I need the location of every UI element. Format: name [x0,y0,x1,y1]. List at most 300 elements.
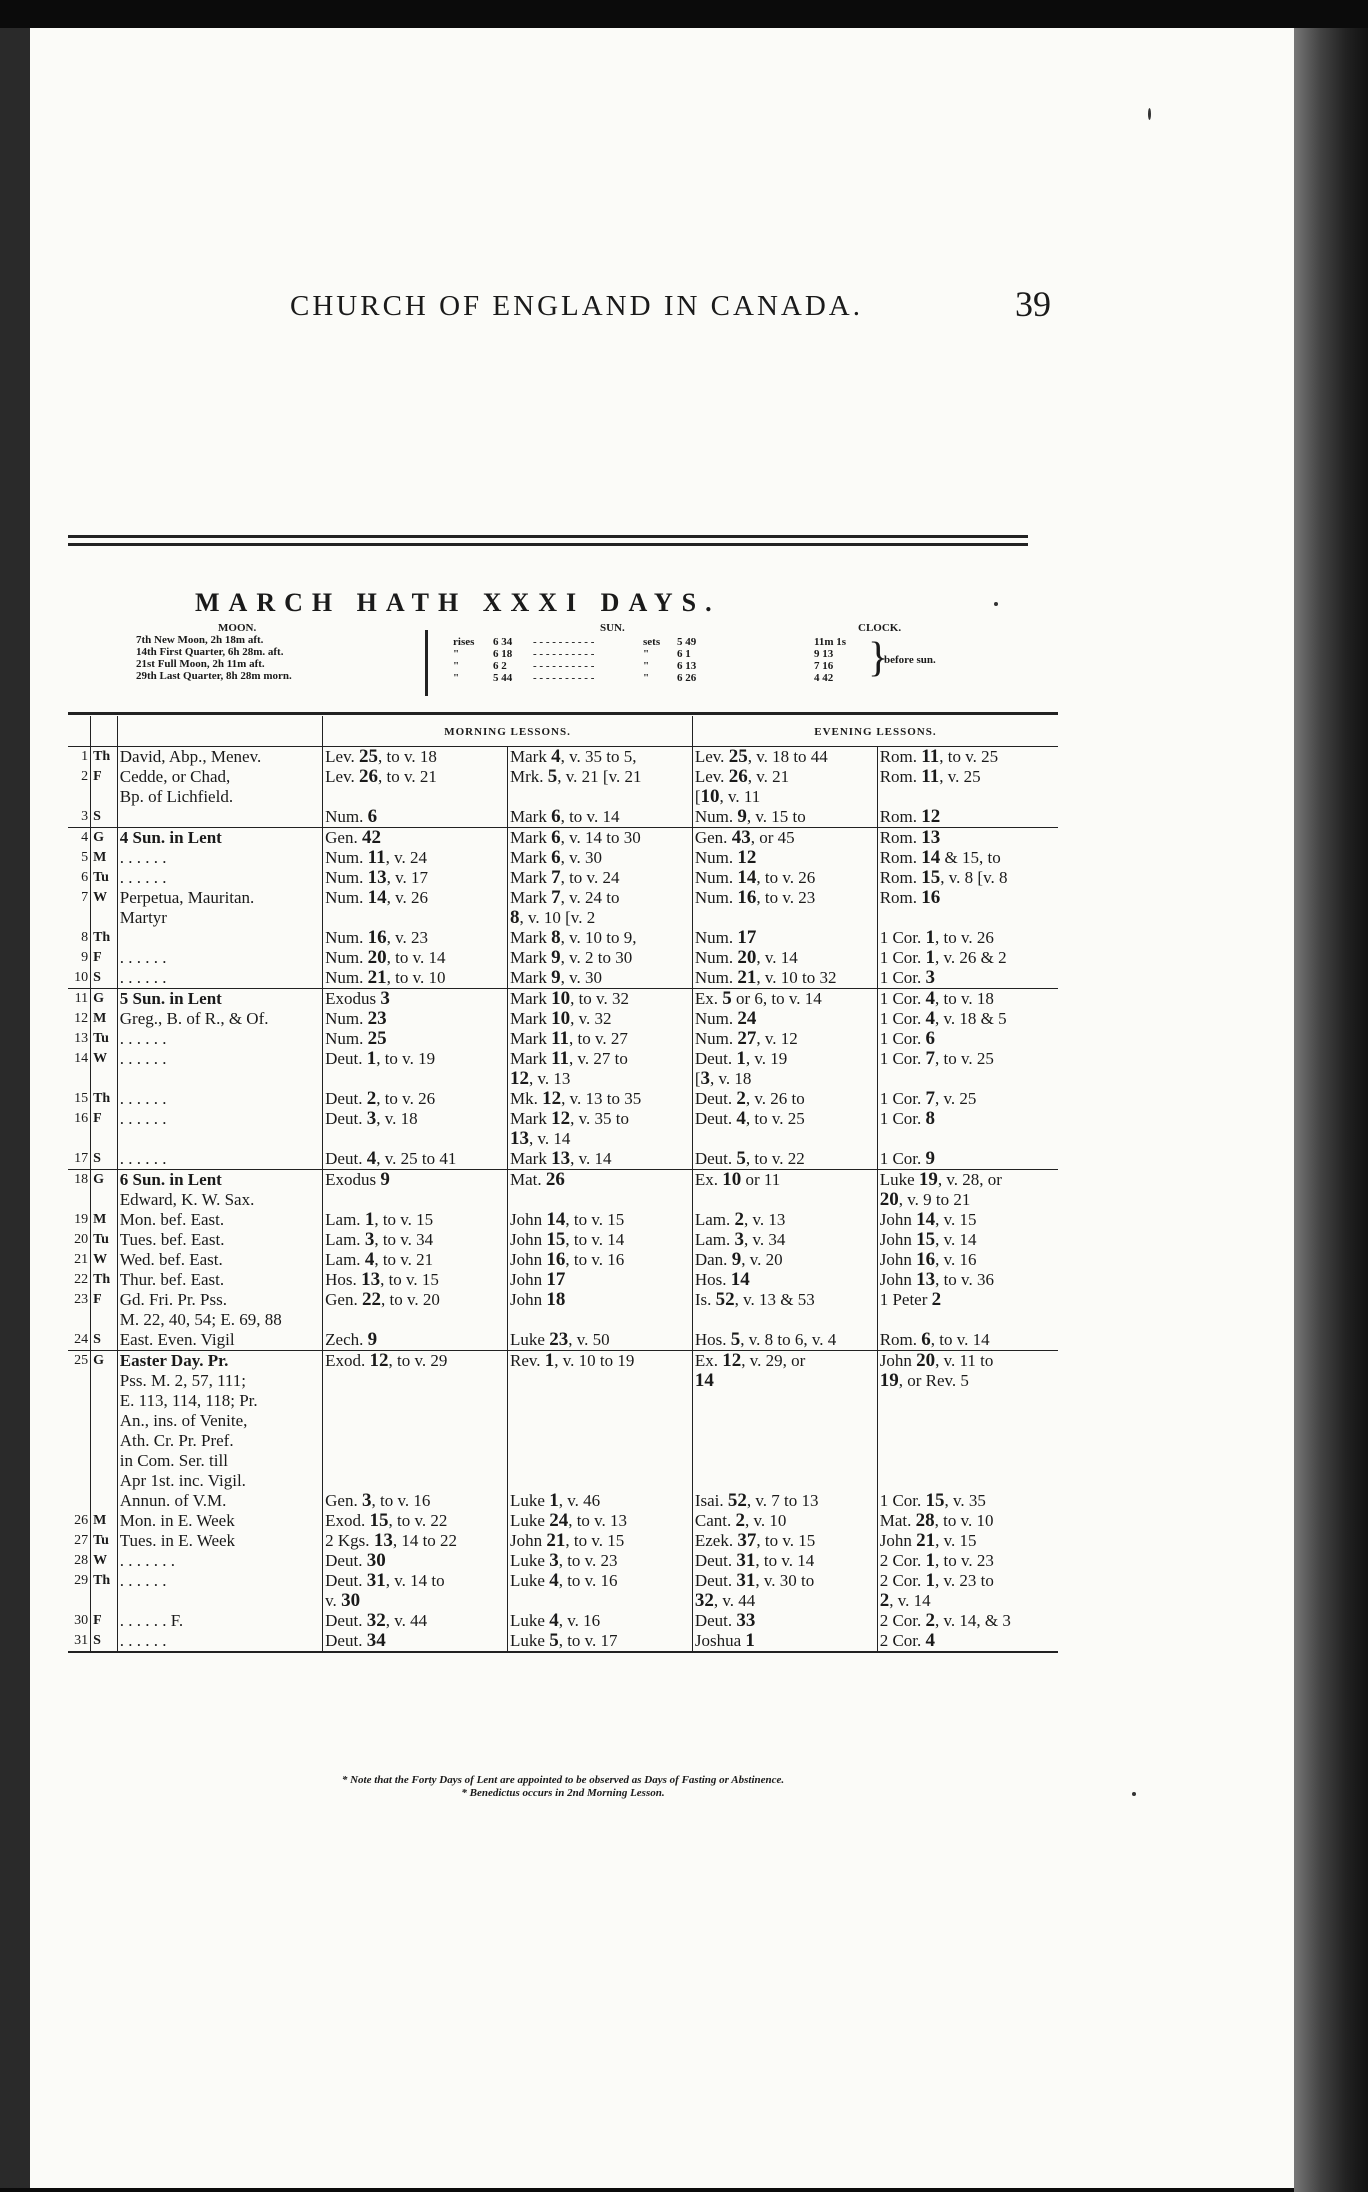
evening-first-lesson: Deut. 31, to v. 14 [692,1551,877,1571]
evening-second-lesson: 1 Cor. 4, v. 18 & 5 [877,1009,1058,1029]
morning-first-lesson: Num. 21, to v. 10 [323,968,508,989]
evening-second-lesson [877,1310,1058,1330]
weekday [91,1491,118,1511]
table-row [68,908,1058,928]
weekday: Th [91,928,118,948]
evening-first-lesson: Joshua 1 [692,1631,877,1652]
morning-first-lesson: Deut. 31, v. 14 to [323,1571,508,1591]
table-row [68,1451,1058,1471]
feast-name: M. 22, 40, 54; E. 69, 88 [117,1310,322,1330]
morning-second-lesson [508,1591,693,1611]
evening-first-lesson [692,1431,877,1451]
day-number [68,1431,91,1451]
day-number: 24 [74,1332,89,1347]
weekday: Tu [91,1029,118,1049]
feast-name: Annun. of V.M. [117,1491,322,1511]
footnotes [68,1774,1058,1800]
table-row [68,1351,1058,1372]
morning-second-lesson: John 17 [508,1270,693,1290]
feast-name: Apr 1st. inc. Vigil. [117,1471,322,1491]
weekday: F [91,948,118,968]
morning-second-lesson: John 16, to v. 16 [508,1250,693,1270]
day-number: 18 [68,1170,91,1191]
morning-second-lesson: Mark 9, v. 2 to 30 [508,948,693,968]
feast-name: 4 Sun. in Lent [117,828,322,849]
evening-second-lesson: 2 Cor. 4 [877,1631,1058,1652]
day-number: 2 [81,769,89,784]
morning-second-lesson: 8, v. 10 [v. 2 [508,908,693,928]
feast-name: . . . . . . [117,1109,322,1129]
day-number: 9 [81,950,89,965]
morning-lessons-header: MORNING LESSONS. [323,716,693,747]
weekday [91,1129,118,1149]
morning-second-lesson: John 21, to v. 15 [508,1531,693,1551]
weekday: M [91,1511,118,1531]
double-rule [68,535,1028,551]
morning-first-lesson: Deut. 4, v. 25 to 41 [323,1149,508,1170]
morning-first-lesson [323,787,508,807]
weekday [91,1069,118,1089]
evening-second-lesson: John 13, to v. 36 [877,1270,1058,1290]
evening-second-lesson: John 15, v. 14 [877,1230,1058,1250]
morning-second-lesson: Luke 23, v. 50 [508,1330,693,1351]
moon-phase: 21st Full Moon, 2h 11m aft. [136,658,265,670]
weekday: F [91,1290,118,1310]
morning-first-lesson [323,1129,508,1149]
table-row [68,848,1058,868]
weekday: Th [91,1089,118,1109]
evening-second-lesson: Rom. 11, v. 25 [877,767,1058,787]
day-number: 30 [74,1613,89,1628]
table-row [68,928,1058,948]
morning-first-lesson [323,1391,508,1411]
evening-first-lesson: Lam. 2, v. 13 [692,1210,877,1230]
footnote: * Note that the Forty Days of Lent are appointed to be observed as Days of Fasting or Abstinence. [341,1774,785,1786]
weekday: G [91,828,118,849]
table-row [68,868,1058,888]
weekday [91,1391,118,1411]
evening-first-lesson: Deut. 5, to v. 22 [692,1149,877,1170]
morning-first-lesson: Gen. 3, to v. 16 [323,1491,508,1511]
weekday: S [91,1330,118,1351]
feast-name: . . . . . . [117,1089,322,1109]
day-number [68,1310,91,1330]
morning-first-lesson: Lev. 25, to v. 18 [323,747,508,768]
morning-first-lesson: Num. 6 [323,807,508,828]
evening-first-lesson: Num. 17 [692,928,877,948]
evening-second-lesson: 1 Peter 2 [877,1290,1058,1310]
evening-second-lesson [877,1451,1058,1471]
morning-second-lesson: Mark 6, v. 14 to 30 [508,828,693,849]
evening-second-lesson: 2 Cor. 2, v. 14, & 3 [877,1611,1058,1631]
feast-name [117,1069,322,1089]
evening-lessons-header: EVENING LESSONS. [692,716,1058,747]
weekday [91,908,118,928]
feast-name: Thur. bef. East. [117,1270,322,1290]
evening-second-lesson: 1 Cor. 7, to v. 25 [877,1049,1058,1069]
evening-first-lesson: Num. 9, v. 15 to [692,807,877,828]
feast-name: Tues. bef. East. [117,1230,322,1250]
day-number [68,1411,91,1431]
feast-name: . . . . . . [117,848,322,868]
weekday [91,1451,118,1471]
ink-mark [994,602,998,606]
feast-name: E. 113, 114, 118; Pr. [117,1391,322,1411]
weekday: W [91,888,118,908]
morning-second-lesson: Mrk. 5, v. 21 [v. 21 [508,767,693,787]
evening-second-lesson: Mat. 28, to v. 10 [877,1511,1058,1531]
morning-first-lesson: Zech. 9 [323,1330,508,1351]
table-row [68,1069,1058,1089]
evening-second-lesson: 1 Cor. 9 [877,1149,1058,1170]
weekday: W [91,1049,118,1069]
evening-second-lesson: Rom. 13 [877,828,1058,849]
evening-first-lesson: Num. 12 [692,848,877,868]
weekday: M [91,848,118,868]
table-row [68,1411,1058,1431]
evening-first-lesson: Isai. 52, v. 7 to 13 [692,1491,877,1511]
feast-name: Martyr [117,908,322,928]
day-number: 1 [81,749,89,764]
running-header: CHURCH OF ENGLAND IN CANADA. [290,290,863,322]
weekday: W [91,1250,118,1270]
evening-second-lesson [877,1391,1058,1411]
evening-second-lesson: 1 Cor. 3 [877,968,1058,989]
table-row [68,1029,1058,1049]
morning-first-lesson: Lev. 26, to v. 21 [323,767,508,787]
feast-name: East. Even. Vigil [117,1330,322,1351]
table-row [68,1571,1058,1591]
feast-name [117,807,322,828]
table-row [68,767,1058,787]
feast-name [117,928,322,948]
day-number: 21 [74,1252,89,1267]
feast-name: Greg., B. of R., & Of. [117,1009,322,1029]
day-number: 12 [74,1011,89,1026]
weekday [91,1190,118,1210]
feast-name: Wed. bef. East. [117,1250,322,1270]
weekday: G [91,1351,118,1372]
day-number [68,1391,91,1411]
page-number: 39 [1015,284,1051,324]
morning-second-lesson [508,1471,693,1491]
evening-second-lesson [877,1411,1058,1431]
table-row [68,948,1058,968]
morning-first-lesson: Deut. 30 [323,1551,508,1571]
morning-second-lesson: 13, v. 14 [508,1129,693,1149]
feast-name: Easter Day. Pr. [117,1351,322,1372]
day-number: 15 [74,1091,89,1106]
day-number: 23 [74,1292,89,1307]
feast-name: Gd. Fri. Pr. Pss. [117,1290,322,1310]
evening-first-lesson: Deut. 33 [692,1611,877,1631]
weekday [91,1591,118,1611]
evening-second-lesson: 2, v. 14 [877,1591,1058,1611]
morning-second-lesson: Luke 24, to v. 13 [508,1511,693,1531]
evening-second-lesson: Luke 19, v. 28, or [877,1170,1058,1191]
feast-name: Mon. in E. Week [117,1511,322,1531]
evening-first-lesson: Cant. 2, v. 10 [692,1511,877,1531]
feast-name [117,1591,322,1611]
feast-name: David, Abp., Menev. [117,747,322,768]
morning-second-lesson [508,1391,693,1411]
evening-second-lesson: John 16, v. 16 [877,1250,1058,1270]
morning-first-lesson: Num. 16, v. 23 [323,928,508,948]
morning-first-lesson [323,1431,508,1451]
table-row [68,807,1058,828]
table-row [68,1491,1058,1511]
table-row [68,1149,1058,1170]
morning-first-lesson: Num. 14, v. 26 [323,888,508,908]
morning-second-lesson [508,1431,693,1451]
evening-second-lesson [877,1431,1058,1451]
table-row [68,1230,1058,1250]
morning-second-lesson: Rev. 1, v. 10 to 19 [508,1351,693,1372]
feast-name: Mon. bef. East. [117,1210,322,1230]
footnote: * Benedictus occurs in 2nd Morning Lesson. [461,1787,665,1799]
evening-second-lesson: 2 Cor. 1, v. 23 to [877,1571,1058,1591]
weekday [91,1371,118,1391]
morning-second-lesson: John 15, to v. 14 [508,1230,693,1250]
day-number: 22 [74,1272,89,1287]
evening-first-lesson: Num. 24 [692,1009,877,1029]
feast-name: Cedde, or Chad, [117,767,322,787]
table-row [68,1009,1058,1029]
day-number: 16 [74,1111,89,1126]
morning-second-lesson: Mark 7, v. 24 to [508,888,693,908]
morning-first-lesson: Exod. 15, to v. 22 [323,1511,508,1531]
morning-first-lesson: Num. 20, to v. 14 [323,948,508,968]
morning-first-lesson: Deut. 1, to v. 19 [323,1049,508,1069]
sun-row: " 5 44 - - - - - - - - - - " 6 26 [453,672,697,684]
evening-first-lesson: Num. 16, to v. 23 [692,888,877,908]
evening-first-lesson: Lev. 25, v. 18 to 44 [692,747,877,768]
weekday: Tu [91,1230,118,1250]
feast-name: . . . . . . F. [117,1611,322,1631]
morning-first-lesson [323,1190,508,1210]
weekday [91,1411,118,1431]
feast-name: 5 Sun. in Lent [117,989,322,1010]
evening-second-lesson: 20, v. 9 to 21 [877,1190,1058,1210]
morning-second-lesson: Luke 4, v. 16 [508,1611,693,1631]
day-number [68,1129,91,1149]
feast-name: An., ins. of Venite, [117,1411,322,1431]
day-number: 5 [81,850,89,865]
morning-second-lesson: Mk. 12, v. 13 to 35 [508,1089,693,1109]
morning-first-lesson [323,1451,508,1471]
evening-first-lesson: Ex. 5 or 6, to v. 14 [692,989,877,1010]
morning-first-lesson: v. 30 [323,1591,508,1611]
evening-first-lesson [692,1310,877,1330]
brace-glyph: } [868,635,889,681]
weekday: Tu [91,868,118,888]
morning-second-lesson: Mark 6, v. 30 [508,848,693,868]
evening-first-lesson: 32, v. 44 [692,1591,877,1611]
morning-second-lesson: Mark 7, to v. 24 [508,868,693,888]
day-number: 3 [81,809,89,824]
evening-second-lesson: 1 Cor. 1, v. 26 & 2 [877,948,1058,968]
evening-first-lesson: Num. 21, v. 10 to 32 [692,968,877,989]
evening-first-lesson: Num. 20, v. 14 [692,948,877,968]
evening-first-lesson [692,1451,877,1471]
table-row [68,1371,1058,1391]
morning-second-lesson [508,1310,693,1330]
weekday: F [91,767,118,787]
morning-first-lesson: Num. 25 [323,1029,508,1049]
evening-first-lesson: [3, v. 18 [692,1069,877,1089]
day-number: 31 [68,1631,91,1652]
weekday [91,1431,118,1451]
table-row [68,1270,1058,1290]
feast-name: . . . . . . [117,1049,322,1069]
day-number: 6 [81,870,89,885]
evening-first-lesson: Num. 27, v. 12 [692,1029,877,1049]
morning-first-lesson: Gen. 42 [323,828,508,849]
evening-first-lesson [692,1471,877,1491]
evening-second-lesson [877,787,1058,807]
morning-first-lesson [323,1411,508,1431]
table-row [68,1210,1058,1230]
table-row [68,888,1058,908]
morning-first-lesson: Num. 13, v. 17 [323,868,508,888]
evening-second-lesson [877,1069,1058,1089]
morning-first-lesson: Exodus 9 [323,1170,508,1191]
ink-mark [1132,1792,1136,1796]
morning-second-lesson [508,1190,693,1210]
feast-name: Pss. M. 2, 57, 111; [117,1371,322,1391]
morning-second-lesson: Mark 9, v. 30 [508,968,693,989]
evening-first-lesson: Deut. 2, v. 26 to [692,1089,877,1109]
sun-times [453,636,696,684]
table-row [68,1591,1058,1611]
morning-first-lesson: Num. 23 [323,1009,508,1029]
book-gutter-left [0,28,30,2188]
day-number: 27 [74,1533,89,1548]
calendar-title: MARCH HATH XXXI DAYS. [195,588,721,617]
table-row [68,1391,1058,1411]
day-number: 29 [74,1573,89,1588]
evening-second-lesson [877,1471,1058,1491]
weekday: Th [91,1571,118,1591]
table-row [68,1611,1058,1631]
weekday: S [91,1149,118,1170]
day-number [68,1069,91,1089]
evening-second-lesson: 1 Cor. 1, to v. 26 [877,928,1058,948]
evening-first-lesson: Deut. 31, v. 30 to [692,1571,877,1591]
evening-second-lesson [877,908,1058,928]
sun-row: " 6 18 - - - - - - - - - - " 6 1 [453,648,691,660]
day-number: 28 [74,1553,89,1568]
feast-name: Tues. in E. Week [117,1531,322,1551]
weekday: S [91,968,118,989]
morning-second-lesson [508,787,693,807]
morning-second-lesson [508,1411,693,1431]
table-row [68,1511,1058,1531]
evening-first-lesson [692,908,877,928]
astronomical-data [68,622,1028,710]
table-row [68,989,1058,1010]
day-number: 19 [74,1212,89,1227]
weekday [91,787,118,807]
feast-name: . . . . . . . [117,1551,322,1571]
evening-first-lesson [692,1129,877,1149]
weekday: M [91,1210,118,1230]
table-row [68,1531,1058,1551]
morning-second-lesson: Luke 4, to v. 16 [508,1571,693,1591]
feast-name: . . . . . . [117,1149,322,1170]
morning-first-lesson: Lam. 3, to v. 34 [323,1230,508,1250]
moon-phase: 14th First Quarter, 6h 28m. aft. [136,646,284,658]
table-row [68,747,1058,768]
day-number [68,908,91,928]
feast-name: 6 Sun. in Lent [117,1170,322,1191]
feast-name: . . . . . . [117,1631,322,1652]
evening-second-lesson: 19, or Rev. 5 [877,1371,1058,1391]
weekday: G [91,989,118,1010]
morning-first-lesson [323,1471,508,1491]
evening-first-lesson: Deut. 4, to v. 25 [692,1109,877,1129]
weekday: M [91,1009,118,1029]
moon-phases [136,634,292,682]
morning-second-lesson [508,1451,693,1471]
feast-name: Ath. Cr. Pr. Pref. [117,1431,322,1451]
day-number [68,1190,91,1210]
evening-second-lesson: 1 Cor. 7, v. 25 [877,1089,1058,1109]
evening-first-lesson: Dan. 9, v. 20 [692,1250,877,1270]
day-number [68,1371,91,1391]
evening-first-lesson: Ex. 12, v. 29, or [692,1351,877,1372]
day-number: 20 [74,1232,89,1247]
table-row [68,1631,1058,1652]
table-row [68,1170,1058,1191]
day-number: 10 [74,970,89,985]
table-row [68,1190,1058,1210]
weekday: Tu [91,1531,118,1551]
morning-first-lesson: Deut. 32, v. 44 [323,1611,508,1631]
moon-phase: 7th New Moon, 2h 18m aft. [136,634,264,646]
weekday: Th [91,747,118,768]
morning-first-lesson [323,1371,508,1391]
table-row [68,1290,1058,1310]
day-number: 14 [74,1051,89,1066]
morning-second-lesson: John 18 [508,1290,693,1310]
moon-phase: 29th Last Quarter, 8h 28m morn. [136,670,292,682]
morning-second-lesson: Mat. 26 [508,1170,693,1191]
evening-second-lesson: Rom. 15, v. 8 [v. 8 [877,868,1058,888]
lessons-table [68,716,1058,1653]
morning-first-lesson [323,1310,508,1330]
evening-second-lesson: 1 Cor. 15, v. 35 [877,1491,1058,1511]
morning-first-lesson: 2 Kgs. 13, 14 to 22 [323,1531,508,1551]
evening-first-lesson: Is. 52, v. 13 & 53 [692,1290,877,1310]
morning-second-lesson: Mark 12, v. 35 to [508,1109,693,1129]
day-number: 11 [68,989,91,1010]
evening-first-lesson [692,1411,877,1431]
feast-name: . . . . . . [117,868,322,888]
evening-first-lesson [692,1190,877,1210]
weekday: Th [91,1270,118,1290]
evening-first-lesson: Lev. 26, v. 21 [692,767,877,787]
evening-first-lesson: Gen. 43, or 45 [692,828,877,849]
morning-first-lesson: Exod. 12, to v. 29 [323,1351,508,1372]
table-row [68,1049,1058,1069]
table-row [68,1089,1058,1109]
weekday: W [91,1551,118,1571]
ink-mark [1148,108,1151,120]
evening-second-lesson: 1 Cor. 8 [877,1109,1058,1129]
table-row [68,968,1058,989]
evening-second-lesson [877,1129,1058,1149]
